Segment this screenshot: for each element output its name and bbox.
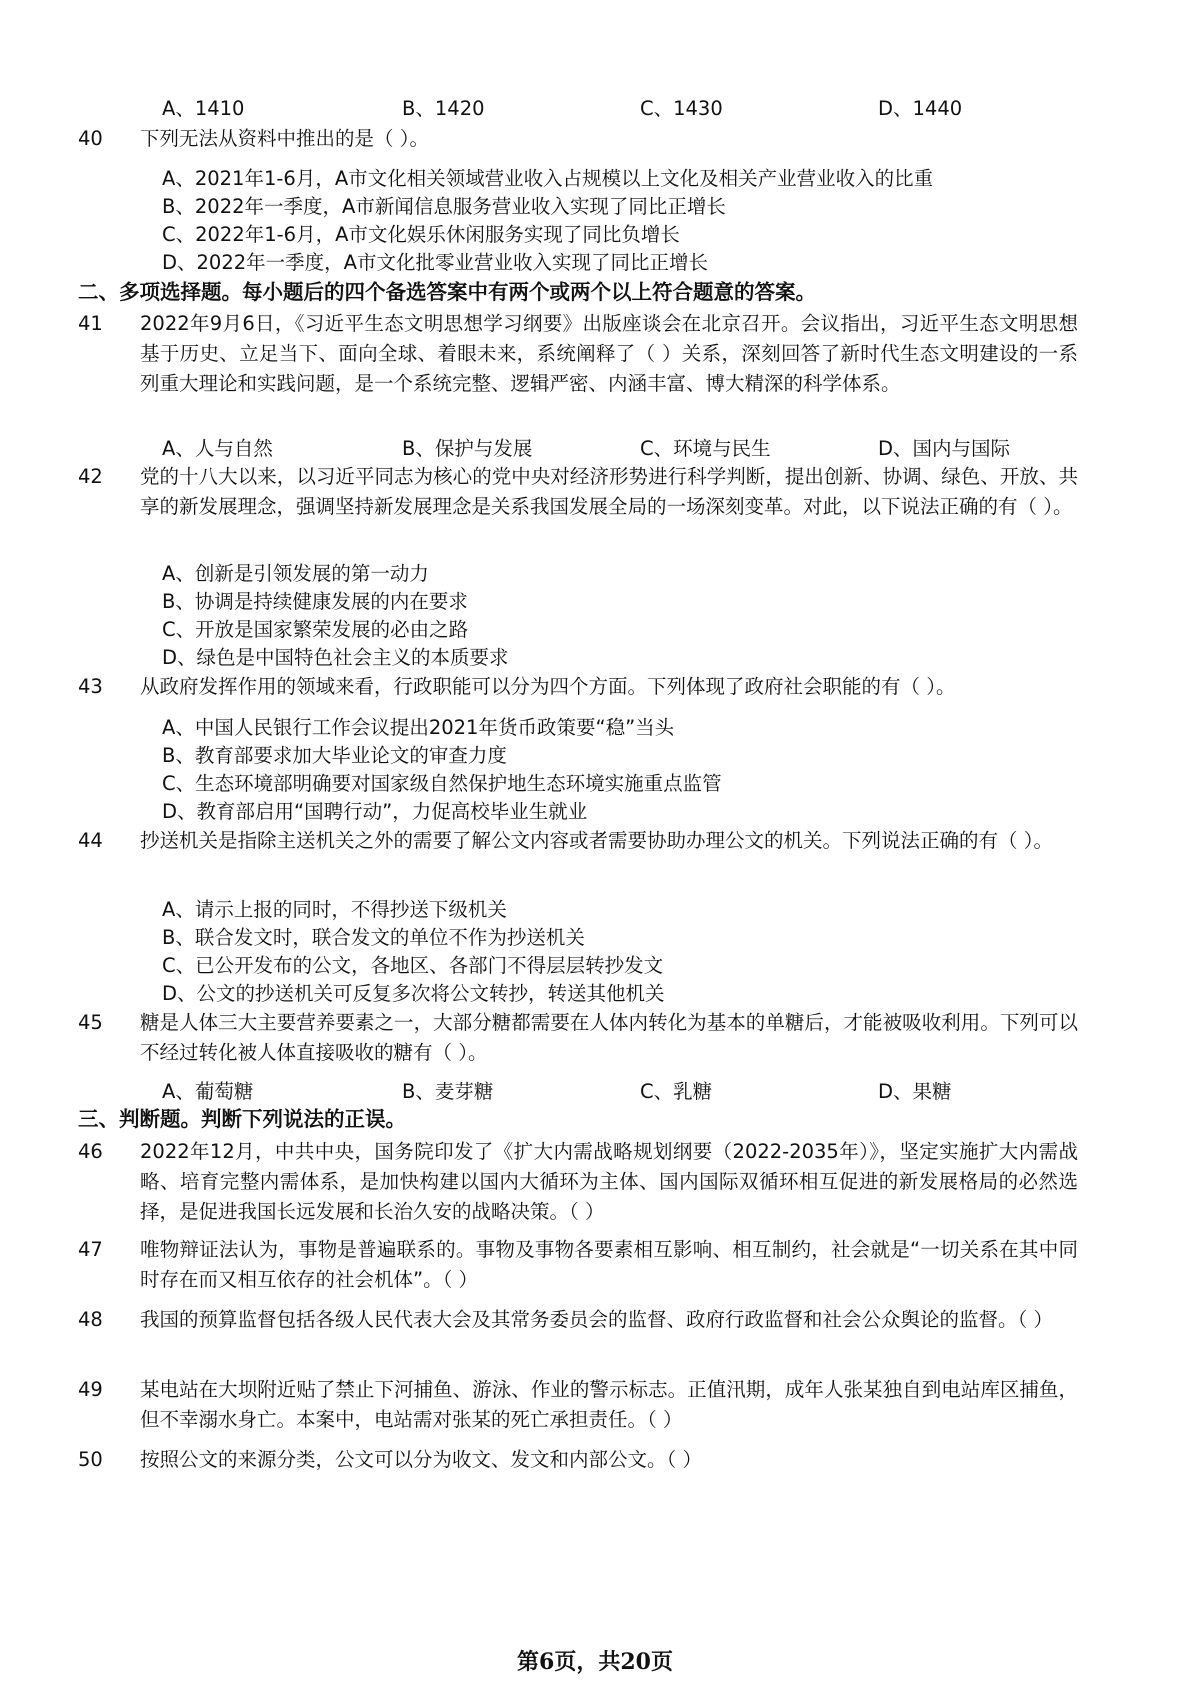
question-number: 43: [78, 675, 103, 698]
q39-option-b: B、1420: [402, 97, 485, 120]
q41-option-a: A、人与自然: [162, 437, 273, 460]
q43-option-d: D、教育部启用“国聘行动”，力促高校毕业生就业: [162, 800, 588, 823]
q43-option-a: A、中国人民银行工作会议提出2021年货币政策要“稳”当头: [162, 716, 675, 739]
q39-option-d: D、1440: [878, 97, 963, 120]
q43-option-c: C、生态环境部明确要对国家级自然保护地生态环境实施重点监管: [162, 772, 722, 795]
question-text: 2022年9月6日，《习近平生态文明思想学习纲要》出版座谈会在北京召开。会议指出，习近平生态文明思想基于历史、立足当下、面向全球、着眼未来，系统阐释了（ ）关系，深刻回答了新时代生态文明建设的一系列重大理论和实践问题，是一个系统完整、逻辑严密、内涵丰富、博大精深的科学体系。: [140, 312, 1078, 395]
q42-option-c: C、开放是国家繁荣发展的必由之路: [162, 618, 469, 641]
question-text: 某电站在大坝附近贴了禁止下河捕鱼、游泳、作业的警示标志。正值汛期，成年人张某独自到电站库区捕鱼，但不幸溺水身亡。本案中，电站需对张某的死亡承担责任。（ ）: [140, 1378, 1078, 1431]
question-text: 糖是人体三大主要营养要素之一，大部分糖都需要在人体内转化为基本的单糖后，才能被吸收利用。下列可以不经过转化被人体直接吸收的糖有（ ）。: [140, 1011, 1078, 1064]
question-number: 49: [78, 1378, 103, 1401]
question-number: 48: [78, 1308, 103, 1331]
question-text: 党的十八大以来，以习近平同志为核心的党中央对经济形势进行科学判断，提出创新、协调、绿色、开放、共享的新发展理念，强调坚持新发展理念是关系我国发展全局的一场深刻变革。对此，以下说法正确的有（ ）。: [140, 465, 1078, 518]
question-number: 40: [78, 127, 103, 150]
question-text: 从政府发挥作用的领域来看，行政职能可以分为四个方面。下列体现了政府社会职能的有（ ）。: [140, 675, 956, 698]
q39-option-c: C、1430: [640, 97, 723, 120]
section-true-false-heading: 三、判断题。判断下列说法的正误。: [78, 1107, 406, 1131]
q44-option-a: A、请示上报的同时，不得抄送下级机关: [162, 898, 507, 921]
page-footer: 第6页，共20页: [517, 1649, 673, 1675]
question-number: 50: [78, 1448, 103, 1471]
question-text: 2022年12月，中共中央，国务院印发了《扩大内需战略规划纲要（2022-2035年）》，坚定实施扩大内需战略、培育完整内需体系，是加快构建以国内大循环为主体、国内国际双循环相互促进的新发展格局的必然选择，是促进我国长远发展和长治久安的战略决策。（ ）: [140, 1140, 1078, 1223]
question-number: 46: [78, 1140, 103, 1163]
q44-option-c: C、已公开发布的公文，各地区、各部门不得层层转抄发文: [162, 954, 664, 977]
question-number: 44: [78, 829, 103, 852]
q43-option-b: B、教育部要求加大毕业论文的审查力度: [162, 744, 507, 767]
q45-option-c: C、乳糖: [640, 1080, 713, 1103]
question-text: 抄送机关是指除主送机关之外的需要了解公文内容或者需要协助办理公文的机关。下列说法正确的有（ ）。: [140, 829, 1053, 852]
question-text: 我国的预算监督包括各级人民代表大会及其常务委员会的监督、政府行政监督和社会公众舆论的监督。（ ）: [140, 1308, 1053, 1331]
q40-option-d: D、2022年一季度，A市文化批零业营业收入实现了同比正增长: [162, 251, 708, 274]
q45-option-d: D、果糖: [878, 1080, 952, 1103]
question-text: 唯物辩证法认为，事物是普遍联系的。事物及事物各要素相互影响、相互制约，社会就是“一切关系在其中同时存在而又相互依存的社会机体”。（ ）: [140, 1238, 1078, 1291]
q44-option-b: B、联合发文时，联合发文的单位不作为抄送机关: [162, 926, 585, 949]
q45-option-a: A、葡萄糖: [162, 1080, 254, 1103]
q44-option-d: D、公文的抄送机关可反复多次将公文转抄，转送其他机关: [162, 982, 665, 1005]
q41-option-c: C、环境与民生: [640, 437, 771, 460]
q41-option-b: B、保护与发展: [402, 437, 533, 460]
q42-option-a: A、创新是引领发展的第一动力: [162, 562, 429, 585]
q41-option-d: D、国内与国际: [878, 437, 1011, 460]
section-multiple-choice-heading: 二、多项选择题。每小题后的四个备选答案中有两个或两个以上符合题意的答案。: [78, 280, 816, 304]
q40-option-b: B、2022年一季度，A市新闻信息服务营业收入实现了同比正增长: [162, 195, 726, 218]
q45-option-b: B、麦芽糖: [402, 1080, 494, 1103]
question-number: 42: [78, 465, 103, 488]
question-text: 按照公文的来源分类，公文可以分为收文、发文和内部公文。（ ）: [140, 1448, 702, 1471]
q39-option-a: A、1410: [162, 97, 245, 120]
question-text: 下列无法从资料中推出的是（ ）。: [140, 127, 429, 150]
q40-option-c: C、2022年1-6月，A市文化娱乐休闲服务实现了同比负增长: [162, 223, 680, 246]
q40-option-a: A、2021年1-6月，A市文化相关领域营业收入占规模以上文化及相关产业营业收入的比重: [162, 167, 934, 190]
q42-option-b: B、协调是持续健康发展的内在要求: [162, 590, 468, 613]
question-number: 47: [78, 1238, 103, 1261]
question-number: 45: [78, 1011, 103, 1034]
question-number: 41: [78, 312, 103, 335]
q42-option-d: D、绿色是中国特色社会主义的本质要求: [162, 646, 509, 669]
